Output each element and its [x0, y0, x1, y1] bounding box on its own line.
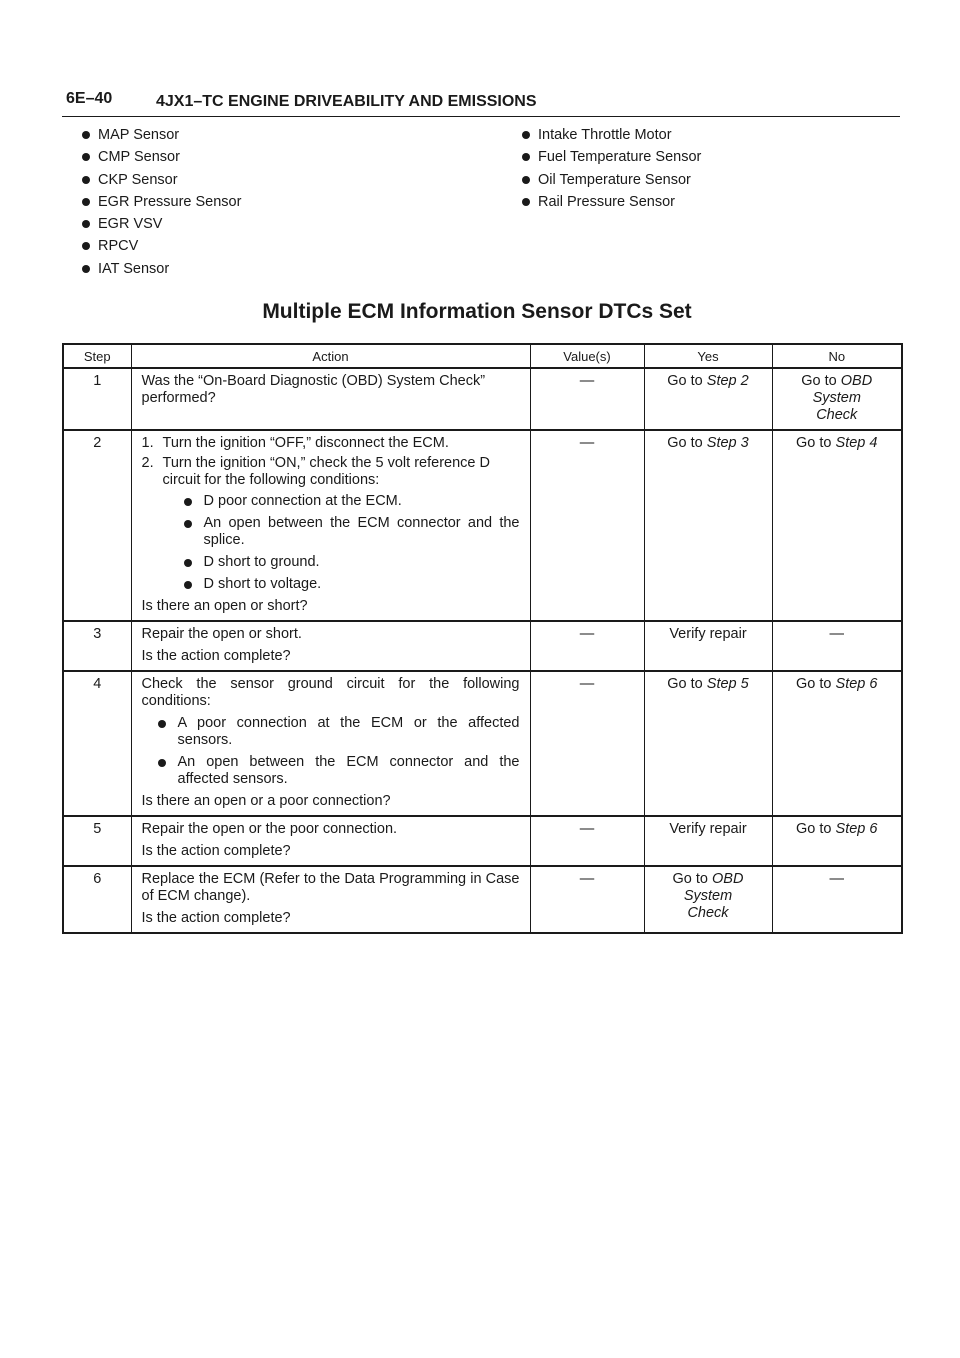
step-number: 4	[63, 671, 131, 816]
no-prefix: Go to	[796, 821, 832, 837]
step-number: 6	[63, 866, 131, 933]
no-cell: —	[772, 621, 902, 671]
no-cell	[772, 368, 902, 430]
yes-cell	[644, 671, 772, 816]
step-number: 1	[63, 368, 131, 430]
yes-prefix: Go to	[667, 676, 703, 692]
no-ref-line: System	[812, 390, 861, 406]
value-cell: —	[530, 430, 644, 621]
action-text: Was the “On-Board Diagnostic (OBD) System Check” performed?	[141, 373, 486, 406]
sensor-list-item: IAT Sensor	[75, 258, 241, 280]
table-row	[63, 621, 902, 671]
header-divider	[62, 116, 900, 117]
sensor-list-item: EGR Pressure Sensor	[75, 191, 241, 213]
action-cell	[131, 430, 530, 621]
table-header-row	[63, 344, 902, 368]
condition-item: A poor connection at the ECM or the affected sensors.	[142, 715, 520, 749]
value-cell: —	[530, 621, 644, 671]
action-text: Check the sensor ground circuit for the following conditions:	[141, 676, 520, 709]
item-number: 1.	[141, 435, 154, 451]
condition-list	[142, 493, 520, 593]
no-step-ref: Step 6	[835, 821, 878, 837]
section-title: Multiple ECM Information Sensor DTCs Set	[262, 300, 692, 323]
action-text: Repair the open or the poor connection.	[141, 821, 398, 837]
yes-cell: Verify repair	[644, 816, 772, 866]
no-ref-line: Check	[816, 407, 858, 423]
yes-cell	[644, 368, 772, 430]
sensor-list-item: CKP Sensor	[75, 169, 241, 191]
item-text: Turn the ignition “OFF,” disconnect the ECM.	[162, 435, 449, 451]
item-text: Turn the ignition “ON,” check the 5 volt reference D circuit for the following conditions:	[162, 455, 490, 488]
no-step-ref: Step 4	[835, 435, 878, 451]
page-number: 6E–40	[66, 90, 113, 107]
numbered-list	[142, 435, 520, 489]
condition-item: An open between the ECM connector and the affected sensors.	[142, 754, 520, 788]
sensor-list-item: Oil Temperature Sensor	[515, 169, 701, 191]
condition-item: D short to voltage.	[142, 576, 520, 593]
sensor-list-item: Fuel Temperature Sensor	[515, 146, 701, 168]
action-cell	[131, 621, 530, 671]
condition-item: D short to ground.	[142, 554, 520, 571]
action-text: Repair the open or short.	[141, 626, 302, 642]
yes-prefix: Go to	[667, 435, 703, 451]
table-row	[63, 671, 902, 816]
yes-prefix: Go to	[667, 373, 703, 389]
table-row	[63, 866, 902, 933]
table-row	[63, 430, 902, 621]
action-cell	[131, 671, 530, 816]
action-cell	[131, 368, 530, 430]
no-cell: —	[772, 866, 902, 933]
yes-ref-line: Check	[687, 905, 729, 921]
column-header-action: Action	[131, 344, 530, 368]
yes-cell	[644, 866, 772, 933]
column-header-no: No	[772, 344, 902, 368]
sensor-list-item: MAP Sensor	[75, 124, 241, 146]
document-title: 4JX1–TC ENGINE DRIVEABILITY AND EMISSIONS	[156, 93, 537, 110]
value-cell: —	[530, 866, 644, 933]
yes-step-ref: Step 2	[706, 373, 749, 389]
sensor-list-right	[515, 124, 701, 213]
yes-ref-line: System	[683, 888, 733, 904]
sensor-list-item: EGR VSV	[75, 213, 241, 235]
table-row	[63, 368, 902, 430]
yes-ref-line: OBD	[712, 871, 744, 887]
table-row	[63, 816, 902, 866]
yes-cell	[644, 430, 772, 621]
no-prefix: Go to	[796, 435, 832, 451]
step-number: 3	[63, 621, 131, 671]
action-text: Replace the ECM (Refer to the Data Programming in Case of ECM change).	[141, 871, 520, 904]
yes-step-ref: Step 3	[706, 435, 749, 451]
step-number: 2	[63, 430, 131, 621]
no-ref-line: OBD	[840, 373, 873, 389]
step-number: 5	[63, 816, 131, 866]
sensor-list-item: Rail Pressure Sensor	[515, 191, 701, 213]
question-text: Is the action complete?	[141, 648, 291, 664]
condition-item: D poor connection at the ECM.	[142, 493, 520, 510]
no-cell	[772, 671, 902, 816]
sensor-list-item: CMP Sensor	[75, 146, 241, 168]
condition-item: An open between the ECM connector and the splice.	[142, 515, 520, 549]
action-cell	[131, 816, 530, 866]
question-text: Is there an open or short?	[141, 598, 308, 614]
sensor-list-item: RPCV	[75, 235, 241, 257]
no-cell	[772, 430, 902, 621]
no-cell	[772, 816, 902, 866]
yes-step-ref: Step 5	[706, 676, 749, 692]
yes-cell: Verify repair	[644, 621, 772, 671]
no-prefix: Go to	[796, 676, 832, 692]
value-cell: —	[530, 671, 644, 816]
column-header-values: Value(s)	[530, 344, 644, 368]
column-header-yes: Yes	[644, 344, 772, 368]
numbered-item	[142, 435, 520, 452]
numbered-item	[142, 455, 520, 489]
question-text: Is there an open or a poor connection?	[141, 793, 391, 809]
no-prefix: Go to	[801, 373, 837, 389]
diagnostic-table	[62, 343, 903, 934]
sensor-list-item: Intake Throttle Motor	[515, 124, 701, 146]
value-cell: —	[530, 816, 644, 866]
condition-list	[142, 715, 520, 788]
question-text: Is the action complete?	[141, 843, 291, 859]
question-text: Is the action complete?	[141, 910, 291, 926]
no-step-ref: Step 6	[835, 676, 878, 692]
yes-prefix: Go to	[672, 871, 708, 887]
value-cell: —	[530, 368, 644, 430]
sensor-list-left	[75, 124, 241, 280]
action-cell	[131, 866, 530, 933]
item-number: 2.	[141, 455, 154, 471]
column-header-step: Step	[63, 344, 131, 368]
